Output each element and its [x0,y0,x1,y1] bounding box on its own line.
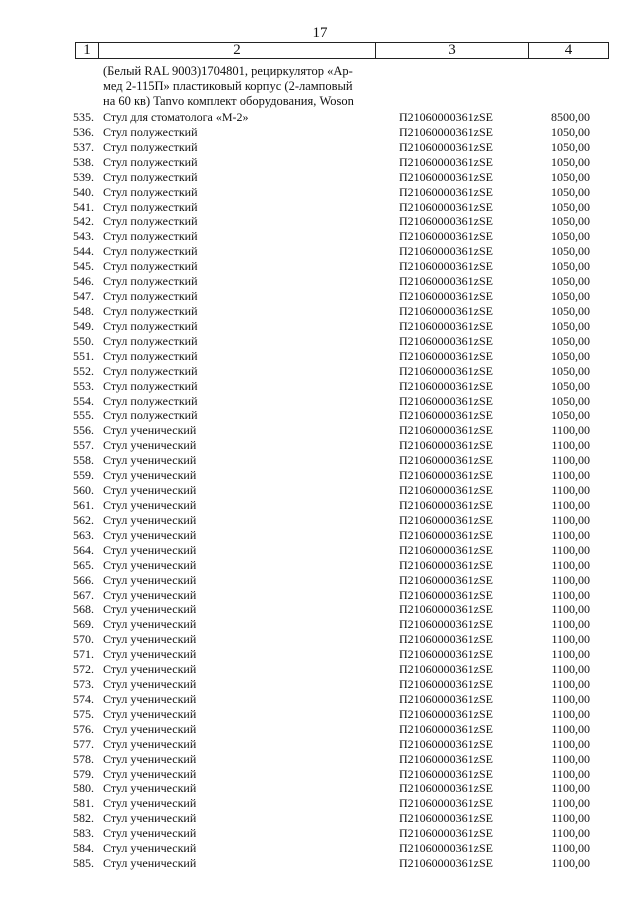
item-code: П21060000361zSE [399,453,493,468]
item-code: П21060000361zSE [399,110,493,124]
item-price: 1100,00 [551,423,590,438]
table-row [0,602,640,617]
table-row [0,125,640,140]
table-row [0,229,640,244]
row-number: 548. [73,303,94,318]
item-code: П21060000361zSE [399,169,493,184]
row-number: 574. [73,691,94,706]
inventory-rows [0,110,640,871]
item-name: Стул ученический [103,691,197,706]
item-price: 1100,00 [551,468,590,483]
item-price: 1050,00 [551,154,590,169]
item-code: П21060000361zSE [399,229,493,244]
item-code: П21060000361zSE [399,572,493,587]
item-price: 1050,00 [551,229,590,244]
item-code: П21060000361zSE [399,393,493,408]
item-name: Стул ученический [103,572,197,587]
row-number: 545. [73,259,94,274]
item-name: Стул полужесткий [103,124,198,139]
table-row [0,841,640,856]
item-code: П21060000361zSE [399,438,493,453]
item-price: 1050,00 [551,348,590,363]
table-row [0,722,640,737]
row-number: 570. [73,632,94,647]
item-name: Стул ученический [103,557,197,572]
item-code: П21060000361zSE [399,527,493,542]
item-code: П21060000361zSE [399,363,493,378]
item-price: 1050,00 [551,169,590,184]
table-row [0,259,640,274]
item-price: 1100,00 [551,766,590,781]
table-row [0,707,640,722]
row-number: 537. [73,139,94,154]
item-price: 1100,00 [551,602,590,617]
item-price: 1100,00 [551,736,590,751]
table-row [0,677,640,692]
item-code: П21060000361zSE [399,408,493,423]
item-code: П21060000361zSE [399,841,493,856]
table-row [0,588,640,603]
table-row [0,513,640,528]
item-code: П21060000361zSE [399,423,493,438]
item-code: П21060000361zSE [399,826,493,841]
row-number: 582. [73,811,94,826]
item-code: П21060000361zSE [399,751,493,766]
item-name: Стул ученический [103,617,197,632]
continuation-line: на 60 кв) Tanvo комплект оборудования, Woson [103,94,354,109]
item-price: 1050,00 [551,199,590,214]
item-code: П21060000361zSE [399,557,493,572]
item-code: П21060000361zSE [399,378,493,393]
item-name: Стул ученический [103,706,197,721]
item-name: Стул полужесткий [103,139,198,154]
item-name: Стул ученический [103,841,197,856]
item-code: П21060000361zSE [399,244,493,259]
item-name: Стул ученический [103,811,197,826]
row-number: 580. [73,781,94,796]
table-row [0,647,640,662]
table-row [0,617,640,632]
continuation-line: мед 2-115П» пластиковый корпус (2-ламповый [103,79,353,94]
row-number: 557. [73,438,94,453]
item-price: 1050,00 [551,393,590,408]
item-name: Стул ученический [103,632,197,647]
item-price: 1100,00 [551,483,590,498]
item-code: П21060000361zSE [399,617,493,632]
table-row [0,379,640,394]
row-number: 563. [73,527,94,542]
item-code: П21060000361zSE [399,303,493,318]
row-number: 584. [73,841,94,856]
row-number: 539. [73,169,94,184]
table-row [0,304,640,319]
row-number: 536. [73,124,94,139]
row-number: 560. [73,483,94,498]
table-row [0,826,640,841]
table-row [0,110,640,125]
row-number: 578. [73,751,94,766]
row-number: 579. [73,766,94,781]
item-name: Стул ученический [103,751,197,766]
item-name: Стул полужесткий [103,318,198,333]
item-price: 1100,00 [551,632,590,647]
item-name: Стул полужесткий [103,363,198,378]
item-code: П21060000361zSE [399,497,493,512]
item-code: П21060000361zSE [399,139,493,154]
item-code: П21060000361zSE [399,199,493,214]
table-row [0,468,640,483]
item-code: П21060000361zSE [399,214,493,229]
table-row [0,767,640,782]
item-price: 1050,00 [551,139,590,154]
row-number: 552. [73,363,94,378]
item-code: П21060000361zSE [399,274,493,289]
row-number: 550. [73,333,94,348]
item-code: П21060000361zSE [399,542,493,557]
item-name: Стул ученический [103,856,197,871]
item-price: 1100,00 [551,721,590,736]
item-code: П21060000361zSE [399,781,493,796]
row-number: 553. [73,378,94,393]
item-name: Стул ученический [103,662,197,677]
item-name: Стул ученический [103,438,197,453]
row-number: 572. [73,662,94,677]
item-name: Стул полужесткий [103,289,198,304]
table-row [0,662,640,677]
table-row [0,364,640,379]
item-price: 1100,00 [551,453,590,468]
table-row [0,558,640,573]
table-row [0,244,640,259]
item-code: П21060000361zSE [399,811,493,826]
item-price: 1100,00 [551,796,590,811]
item-price: 1100,00 [551,826,590,841]
continuation-line: (Белый RAL 9003)1704801, рециркулятор «Ар- [103,64,353,78]
column-header-table [75,42,609,59]
item-name: Стул ученический [103,423,197,438]
item-code: П21060000361zSE [399,259,493,274]
item-name: Стул ученический [103,512,197,527]
item-price: 1050,00 [551,363,590,378]
item-code: П21060000361zSE [399,318,493,333]
item-code: П21060000361zSE [399,647,493,662]
item-price: 1100,00 [551,587,590,602]
table-row [0,334,640,349]
item-price: 1050,00 [551,378,590,393]
continuation-text [103,64,379,110]
item-code: П21060000361zSE [399,512,493,527]
item-name: Стул полужесткий [103,408,198,423]
item-name: Стул ученический [103,527,197,542]
row-number: 575. [73,706,94,721]
table-row [0,319,640,334]
item-code: П21060000361zSE [399,662,493,677]
item-code: П21060000361zSE [399,289,493,304]
column-header-row [76,43,609,59]
item-price: 1100,00 [551,438,590,453]
item-name: Стул ученический [103,677,197,692]
item-code: П21060000361zSE [399,124,493,139]
table-row [0,498,640,513]
row-number: 556. [73,423,94,438]
item-price: 1100,00 [551,662,590,677]
item-code: П21060000361zSE [399,766,493,781]
item-price: 1050,00 [551,333,590,348]
item-name: Стул ученический [103,602,197,617]
row-number: 562. [73,512,94,527]
item-name: Стул ученический [103,453,197,468]
item-name: Стул ученический [103,587,197,602]
item-name: Стул ученический [103,542,197,557]
table-row [0,483,640,498]
item-price: 1050,00 [551,303,590,318]
item-code: П21060000361zSE [399,587,493,602]
item-name: Стул ученический [103,736,197,751]
item-name: Стул ученический [103,647,197,662]
item-price: 1100,00 [551,512,590,527]
item-name: Стул полужесткий [103,214,198,229]
column-header-3: 3 [376,43,529,59]
table-row [0,737,640,752]
item-price: 1100,00 [551,572,590,587]
table-row [0,349,640,364]
table-row [0,200,640,215]
item-name: Стул полужесткий [103,303,198,318]
table-row [0,856,640,871]
item-code: П21060000361zSE [399,333,493,348]
item-code: П21060000361zSE [399,154,493,169]
item-price: 1100,00 [551,647,590,662]
item-price: 1100,00 [551,542,590,557]
row-number: 583. [73,826,94,841]
item-price: 1050,00 [551,408,590,423]
item-code: П21060000361zSE [399,856,493,871]
item-name: Стул ученический [103,483,197,498]
row-number: 571. [73,647,94,662]
row-number: 547. [73,289,94,304]
item-name: Стул полужесткий [103,229,198,244]
item-code: П21060000361zSE [399,602,493,617]
row-number: 585. [73,856,94,871]
item-name: Стул полужесткий [103,184,198,199]
item-code: П21060000361zSE [399,348,493,363]
row-number: 581. [73,796,94,811]
row-number: 543. [73,229,94,244]
table-row [0,438,640,453]
item-price: 1100,00 [551,557,590,572]
row-number: 573. [73,677,94,692]
item-price: 1100,00 [551,841,590,856]
item-code: П21060000361zSE [399,706,493,721]
table-row [0,185,640,200]
item-code: П21060000361zSE [399,483,493,498]
item-price: 1050,00 [551,289,590,304]
item-code: П21060000361zSE [399,796,493,811]
item-code: П21060000361zSE [399,736,493,751]
table-row [0,408,640,423]
item-name: Стул ученический [103,796,197,811]
table-row [0,289,640,304]
table-row [0,543,640,558]
row-number: 555. [73,408,94,423]
item-code: П21060000361zSE [399,468,493,483]
item-name: Стул ученический [103,468,197,483]
table-row [0,632,640,647]
item-name: Стул полужесткий [103,378,198,393]
item-price: 1050,00 [551,124,590,139]
item-name: Стул ученический [103,497,197,512]
table-row [0,573,640,588]
item-price: 1100,00 [551,751,590,766]
item-name: Стул полужесткий [103,393,198,408]
item-price: 1050,00 [551,318,590,333]
item-price: 8500,00 [551,110,590,124]
item-name: Стул полужесткий [103,259,198,274]
item-name: Стул ученический [103,721,197,736]
row-number: 538. [73,154,94,169]
table-row [0,140,640,155]
row-number: 565. [73,557,94,572]
item-price: 1100,00 [551,856,590,871]
table-row [0,811,640,826]
row-number: 561. [73,497,94,512]
item-price: 1100,00 [551,677,590,692]
row-number: 549. [73,318,94,333]
item-price: 1050,00 [551,274,590,289]
item-name: Стул для стоматолога «М-2» [103,110,249,124]
item-name: Стул полужесткий [103,274,198,289]
row-number: 577. [73,736,94,751]
item-name: Стул полужесткий [103,333,198,348]
table-row [0,453,640,468]
page-number: 17 [312,25,328,41]
item-name: Стул полужесткий [103,199,198,214]
row-number: 568. [73,602,94,617]
row-number: 546. [73,274,94,289]
item-code: П21060000361zSE [399,691,493,706]
table-row [0,692,640,707]
table-row [0,274,640,289]
table-row [0,752,640,767]
row-number: 535. [73,110,94,124]
table-row [0,214,640,229]
item-price: 1100,00 [551,781,590,796]
table-row [0,781,640,796]
column-header-1: 1 [76,43,99,59]
item-price: 1050,00 [551,244,590,259]
table-row [0,155,640,170]
item-price: 1100,00 [551,691,590,706]
row-number: 567. [73,587,94,602]
column-header-2: 2 [99,43,376,59]
item-name: Стул полужесткий [103,244,198,259]
item-price: 1050,00 [551,184,590,199]
item-name: Стул ученический [103,766,197,781]
row-number: 540. [73,184,94,199]
table-row [0,528,640,543]
item-price: 1100,00 [551,497,590,512]
item-code: П21060000361zSE [399,632,493,647]
row-number: 542. [73,214,94,229]
row-number: 554. [73,393,94,408]
item-name: Стул ученический [103,781,197,796]
item-name: Стул ученический [103,826,197,841]
item-price: 1100,00 [551,811,590,826]
table-row [0,796,640,811]
item-code: П21060000361zSE [399,721,493,736]
row-number: 551. [73,348,94,363]
row-number: 541. [73,199,94,214]
column-header-4: 4 [529,43,609,59]
item-price: 1050,00 [551,259,590,274]
item-code: П21060000361zSE [399,184,493,199]
table-row [0,423,640,438]
item-price: 1100,00 [551,617,590,632]
row-number: 576. [73,721,94,736]
row-number: 569. [73,617,94,632]
table-row [0,394,640,409]
item-code: П21060000361zSE [399,677,493,692]
table-row [0,170,640,185]
item-name: Стул полужесткий [103,154,198,169]
row-number: 566. [73,572,94,587]
item-name: Стул полужесткий [103,348,198,363]
item-name: Стул полужесткий [103,169,198,184]
item-price: 1100,00 [551,706,590,721]
row-number: 558. [73,453,94,468]
row-number: 559. [73,468,94,483]
row-number: 564. [73,542,94,557]
item-price: 1100,00 [551,527,590,542]
row-number: 544. [73,244,94,259]
item-price: 1050,00 [551,214,590,229]
